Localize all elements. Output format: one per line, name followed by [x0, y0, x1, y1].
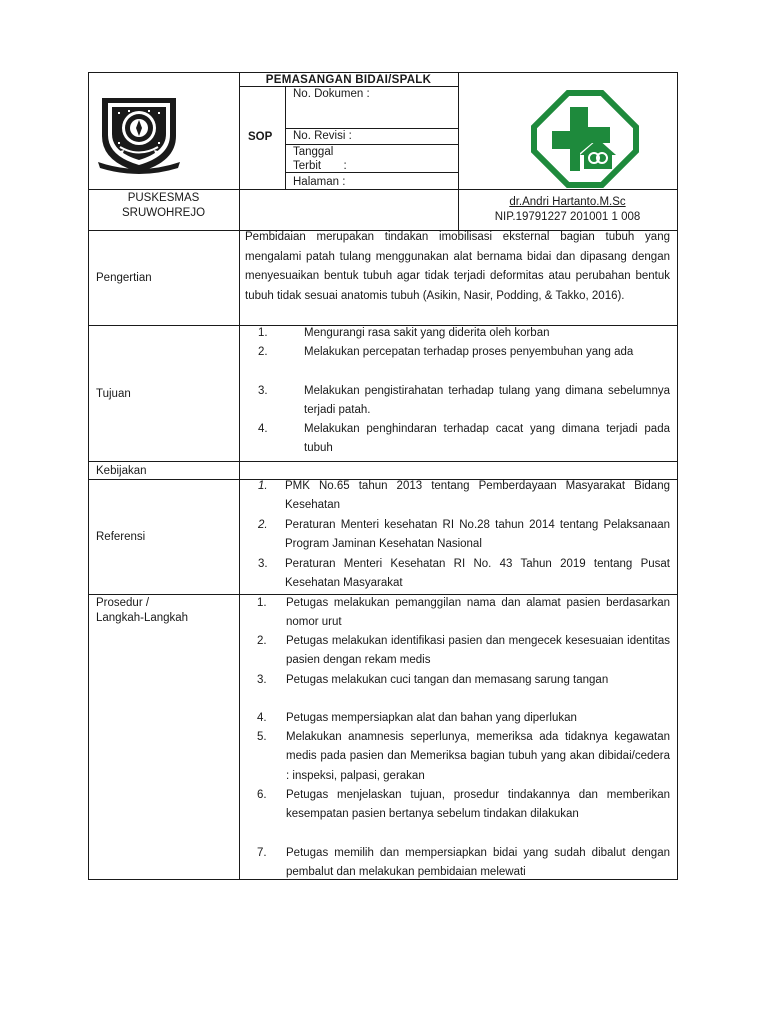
item-number: 3.: [257, 674, 267, 686]
item-number: 1.: [258, 327, 268, 339]
signer-name: dr.Andri Hartanto.M.Sc: [509, 196, 626, 208]
tanggal-label: Tanggal: [293, 146, 334, 158]
item-number: 7.: [257, 847, 267, 859]
item-number: 3.: [258, 385, 268, 397]
no-dokumen-label: No. Dokumen :: [293, 88, 370, 100]
item-text: Peraturan Menteri Kesehatan RI No. 43 Tahun 2019 tentang Pusat Kesehatan Masyarakat: [285, 558, 670, 590]
terbit-label: Terbit :: [293, 160, 347, 172]
prosedur-label-line1: Prosedur /: [96, 597, 150, 609]
item-number: 2.: [258, 519, 268, 531]
signer-nip: NIP.19791227 201001 1 008: [494, 211, 641, 223]
item-text: Melakukan penghindaran terhadap cacat yang dimana terjadi pada tubuh: [304, 423, 670, 455]
org-name-line1: PUSKESMAS: [127, 192, 200, 204]
kebijakan-label: Kebijakan: [96, 465, 147, 477]
item-text: Petugas melakukan pemanggilan nama dan alamat pasien berdasarkan nomor urut: [286, 597, 670, 629]
item-number: 2.: [258, 346, 268, 358]
sop-label: SOP: [248, 131, 273, 143]
item-number: 4.: [257, 712, 267, 724]
halaman-label: Halaman :: [293, 176, 346, 188]
item-text: Petugas memilih dan mempersiapkan bidai yang sudah dibalut dengan pembalut dan melakukan pembidaian melewati: [286, 847, 670, 879]
item-text: Mengurangi rasa sakit yang diderita oleh korban: [304, 327, 550, 339]
regency-emblem-logo: [94, 92, 184, 174]
referensi-label: Referensi: [96, 531, 146, 543]
tujuan-label: Tujuan: [96, 388, 131, 400]
no-revisi-label: No. Revisi :: [293, 130, 352, 142]
item-number: 1.: [258, 480, 268, 492]
prosedur-label-line2: Langkah-Langkah: [96, 612, 189, 624]
org-name-line2: SRUWOHREJO: [121, 207, 206, 219]
item-text: Melakukan pengistirahatan terhadap tulang yang dimana sebelumnya terjadi patah.: [304, 385, 670, 417]
item-text: Melakukan percepatan terhadap proses penyembuhan yang ada: [304, 346, 634, 358]
item-text: Petugas menjelaskan tujuan, prosedur tindakannya dan memberikan kesempatan pasien bertanya sebelum tindakan dilakukan: [286, 789, 670, 821]
pengertian-label: Pengertian: [96, 272, 152, 284]
puskesmas-logo: [530, 89, 640, 189]
item-text: Melakukan anamnesis seperlunya, memeriksa ada tidaknya kegawatan medis pada pasien dan Memeriksa bagian tubuh yang akan dibidai/cedera : inspeksi, palpasi, gerakan: [286, 731, 670, 782]
item-text: PMK No.65 tahun 2013 tentang Pemberdayaan Masyarakat Bidang Kesehatan: [285, 480, 670, 512]
pengertian-text: Pembidaian merupakan tindakan imobilisasi eksternal bagian tubuh yang mengalami patah tulang menggunakan alat bernama bidai dan dipasang dengan menyesuaikan bentuk tubuh agar tidak terjadi deformitas atau perubahan bentuk tubuh tidak sesuai anatomis tubuh (Asikin, Nasir, Podding, & Takko, 2016).: [245, 231, 670, 302]
item-number: 5.: [257, 731, 267, 743]
item-number: 1.: [257, 597, 267, 609]
item-number: 3.: [258, 558, 268, 570]
item-text: Peraturan Menteri kesehatan RI No.28 tahun 2014 tentang Pelaksanaan Program Jaminan Kesehatan Nasional: [285, 519, 670, 551]
item-text: Petugas mempersiapkan alat dan bahan yang diperlukan: [286, 712, 577, 724]
item-number: 6.: [257, 789, 267, 801]
document-title: PEMASANGAN BIDAI/SPALK: [265, 74, 432, 86]
item-text: Petugas melakukan cuci tangan dan memasang sarung tangan: [286, 674, 609, 686]
item-text: Petugas melakukan identifikasi pasien dan mengecek kesesuaian identitas pasien dengan rekam medis: [286, 635, 670, 667]
item-number: 2.: [257, 635, 267, 647]
item-number: 4.: [258, 423, 268, 435]
